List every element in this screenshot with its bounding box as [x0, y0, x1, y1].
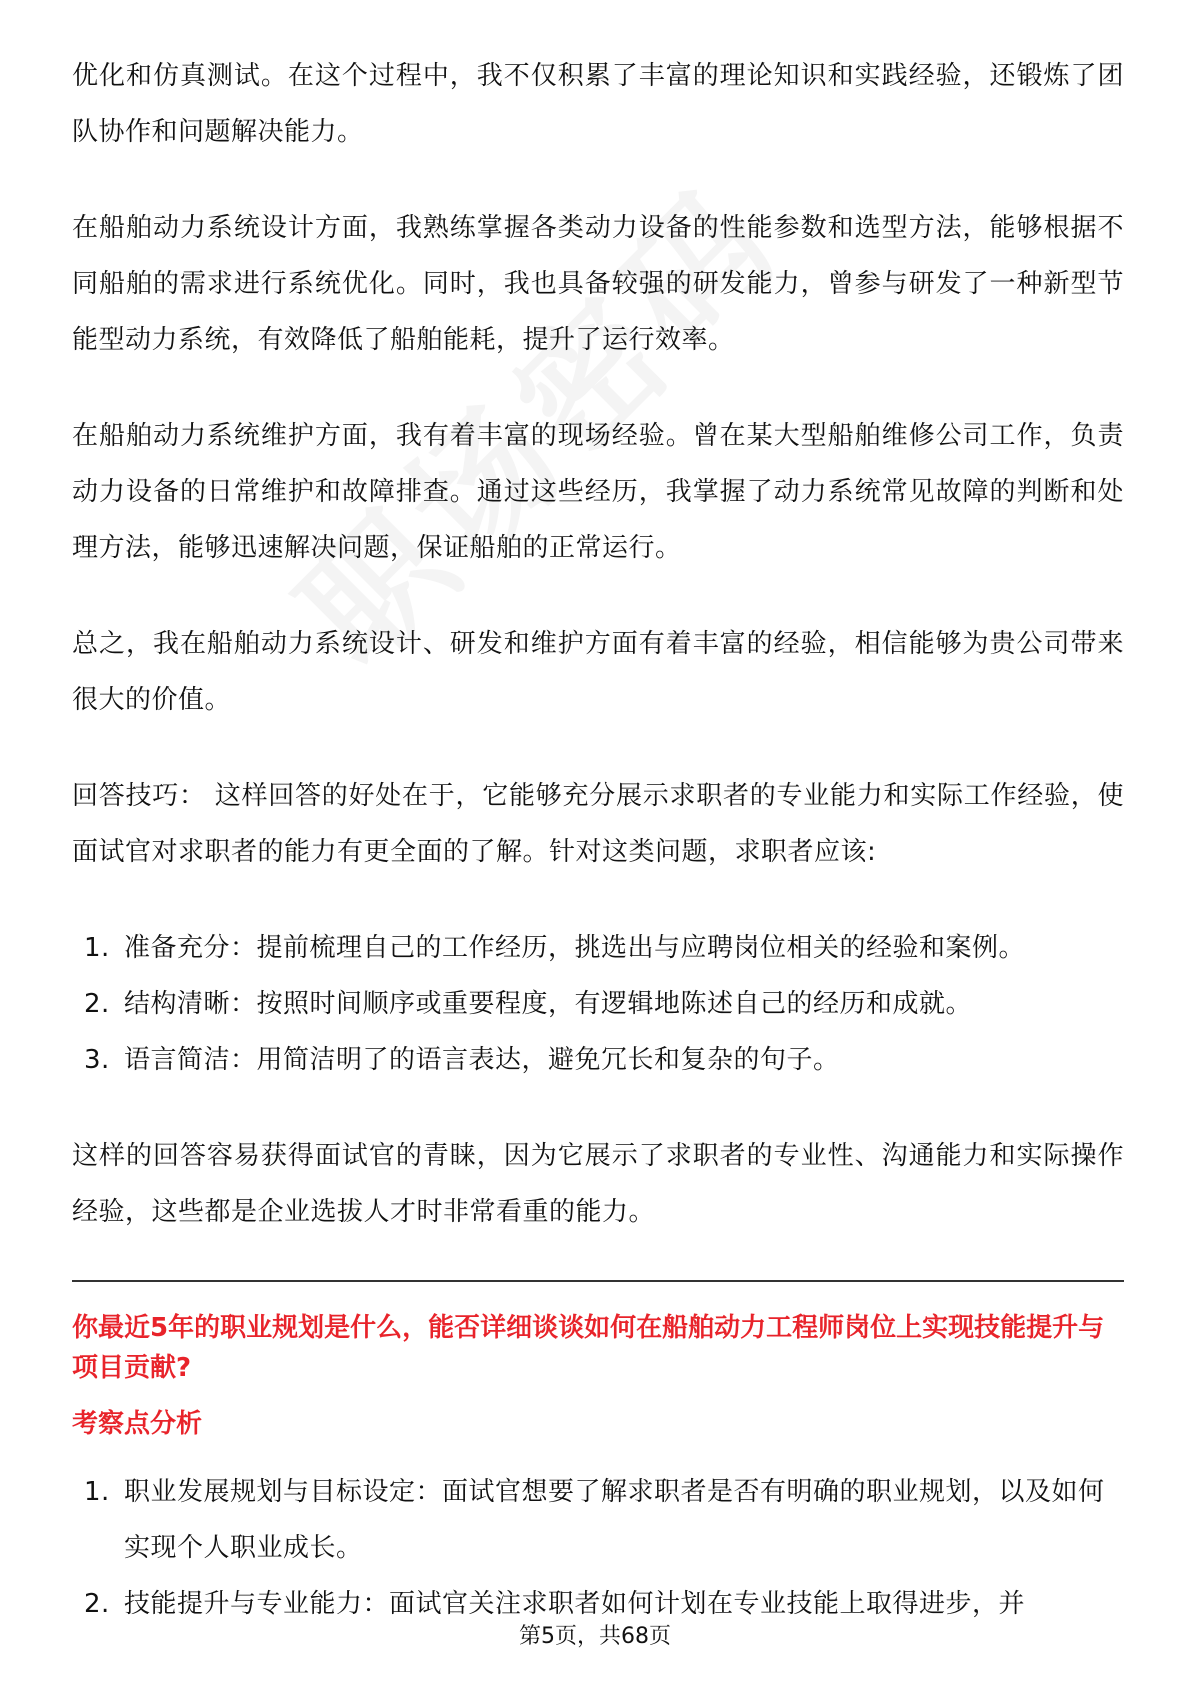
list-item	[72, 1032, 1124, 1088]
tips-list	[72, 920, 1124, 1088]
list-item-number: 2.	[84, 989, 110, 1019]
list-item	[72, 920, 1124, 976]
list-item-text: 职业发展规划与目标设定：面试官想要了解求职者是否有明确的职业规划，以及如何实现个人职业成长。	[124, 1477, 1105, 1563]
page-number-footer: 第5页，共68页	[519, 1624, 671, 1649]
paragraph-summary: 总之，我在船舶动力系统设计、研发和维护方面有着丰富的经验，相信能够为贵公司带来很大的价值。	[72, 629, 1124, 715]
question-heading: 你最近5年的职业规划是什么，能否详细谈谈如何在船舶动力工程师岗位上实现技能提升与项目贡献?	[72, 1313, 1105, 1383]
paragraph-answer-tips: 回答技巧： 这样回答的好处在于，它能够充分展示求职者的专业能力和实际工作经验，使面试官对求职者的能力有更全面的了解。针对这类问题，求职者应该:	[72, 781, 1124, 867]
list-item-text: 准备充分：提前梳理自己的工作经历，挑选出与应聘岗位相关的经验和案例。	[124, 933, 1026, 963]
analysis-heading: 考察点分析	[72, 1409, 203, 1439]
section-divider	[72, 1280, 1124, 1282]
analysis-list	[72, 1464, 1124, 1632]
paragraph-conclusion: 这样的回答容易获得面试官的青睐，因为它展示了求职者的专业性、沟通能力和实际操作经验，这些都是企业选拔人才时非常看重的能力。	[72, 1141, 1124, 1227]
list-item-number: 1.	[84, 1477, 110, 1507]
list-item-number: 2.	[84, 1589, 110, 1619]
list-item	[72, 976, 1124, 1032]
list-item-text: 语言简洁：用简洁明了的语言表达，避免冗长和复杂的句子。	[124, 1045, 840, 1075]
list-item-text: 结构清晰：按照时间顺序或重要程度，有逻辑地陈述自己的经历和成就。	[124, 989, 973, 1019]
page-content	[72, 48, 1124, 1672]
list-item-text: 技能提升与专业能力：面试官关注求职者如何计划在专业技能上取得进步，并	[124, 1589, 1026, 1619]
list-item-number: 3.	[84, 1045, 110, 1075]
paragraph-design: 在船舶动力系统设计方面，我熟练掌握各类动力设备的性能参数和选型方法，能够根据不同船舶的需求进行系统优化。同时，我也具备较强的研发能力，曾参与研发了一种新型节能型动力系统，有效降低了船舶能耗，提升了运行效率。	[72, 213, 1124, 355]
paragraph-intro-continued: 优化和仿真测试。在这个过程中，我不仅积累了丰富的理论知识和实践经验，还锻炼了团队协作和问题解决能力。	[72, 61, 1124, 147]
list-item-number: 1.	[84, 933, 110, 963]
list-item	[72, 1464, 1124, 1576]
paragraph-maintenance: 在船舶动力系统维护方面，我有着丰富的现场经验。曾在某大型船舶维修公司工作，负责动力设备的日常维护和故障排查。通过这些经历，我掌握了动力系统常见故障的判断和处理方法，能够迅速解决问题，保证船舶的正常运行。	[72, 421, 1124, 563]
